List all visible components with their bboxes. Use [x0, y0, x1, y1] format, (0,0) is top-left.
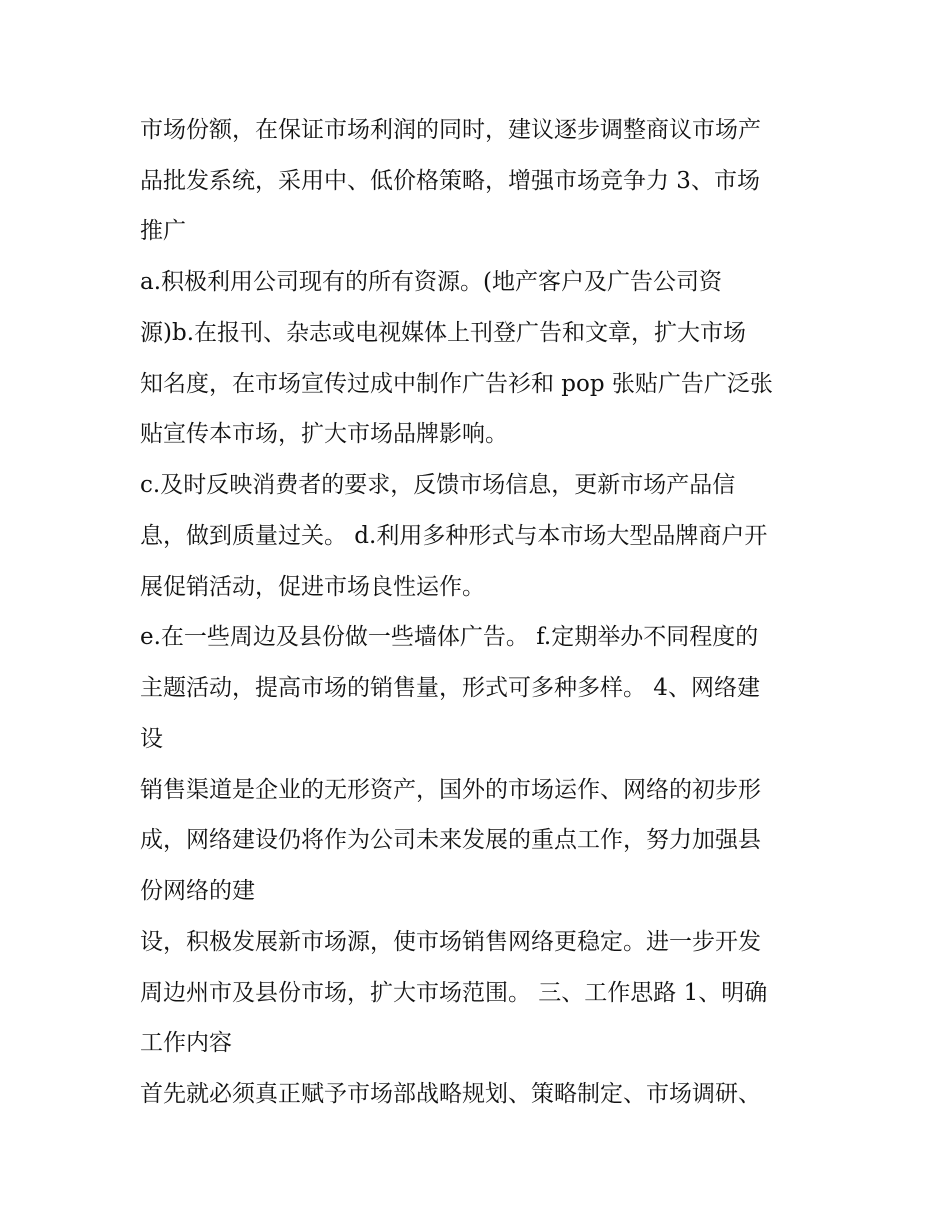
text-line: 销售渠道是企业的无形资产，国外的市场运作、网络的初步形: [140, 777, 761, 803]
text-line: 成，网络建设仍将作为公司未来发展的重点工作，努力加强县: [140, 827, 761, 853]
text-line: 主题活动，提高市场的销售量，形式可多种多样。 4、网络建: [140, 675, 760, 701]
text-line: e.在一些周边及县份做一些墙体广告。 f.定期举办不同程度的: [140, 624, 759, 650]
text-line: 工作内容: [140, 1030, 232, 1056]
text-line: 市场份额，在保证市场利润的同时，建议逐步调整商议市场产: [140, 117, 761, 143]
text-line: 源)b.在报刊、杂志或电视媒体上刊登广告和文章，扩大市场: [140, 320, 747, 346]
text-line: a.积极利用公司现有的所有资源。(地产客户及广告公司资: [140, 269, 722, 295]
text-line: 展促销活动，促进市场良性运作。: [140, 574, 485, 600]
text-line: 贴宣传本市场，扩大市场品牌影响。: [140, 421, 508, 447]
text-line: 息，做到质量过关。 d.利用多种形式与本市场大型品牌商户开: [140, 523, 768, 549]
text-line: 首先就必须真正赋予市场部战略规划、策略制定、市场调研、: [140, 1081, 761, 1107]
text-line: 设，积极发展新市场源，使市场销售网络更稳定。进一步开发: [140, 929, 761, 955]
text-line: 品批发系统，采用中、低价格策略，增强市场竞争力 3、市场: [140, 168, 760, 194]
text-line: 份网络的建: [140, 878, 255, 904]
text-line: 知名度，在市场宣传过成中制作广告衫和 pop 张贴广告广泛张: [140, 371, 773, 397]
text-line: 设: [140, 726, 163, 752]
text-line: 周边州市及县份市场，扩大市场范围。 三、工作思路 1、明确: [140, 980, 768, 1006]
text-line: c.及时反映消费者的要求，反馈市场信息，更新市场产品信: [140, 472, 736, 498]
text-line: 推广: [140, 218, 186, 244]
